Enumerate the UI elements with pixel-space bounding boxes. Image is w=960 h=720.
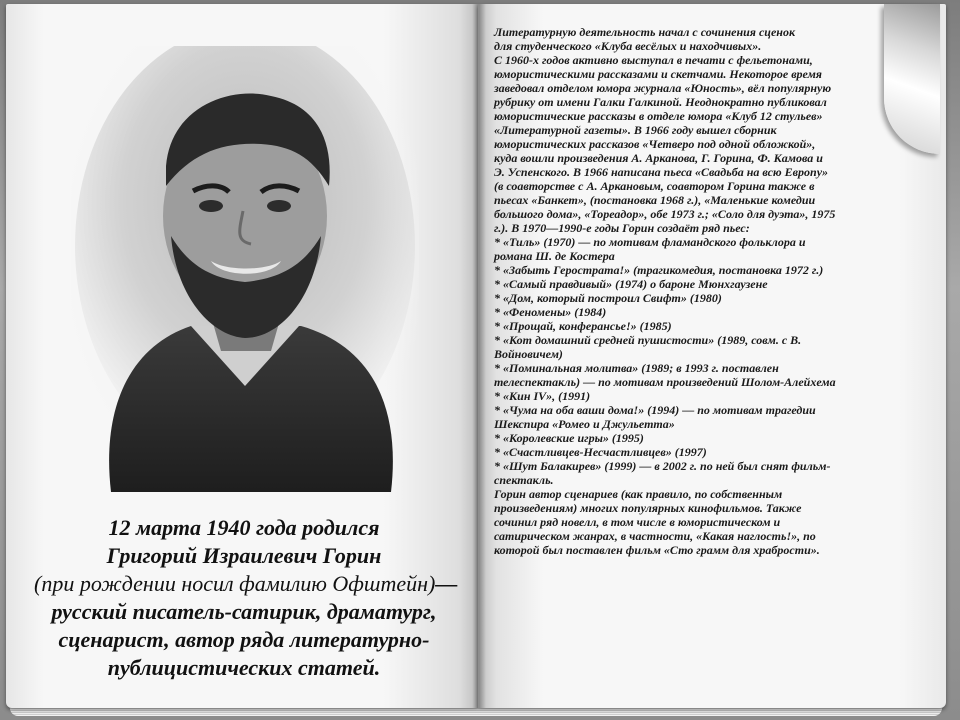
- biography-line: * «Самый правдивый» (1974) о бароне Мюнхгаузене: [494, 277, 768, 291]
- caption-date-line: 12 марта 1940 года родился: [108, 515, 380, 540]
- biography-line: сочинил ряд новелл, в том числе в юмористическом и: [494, 515, 781, 529]
- biography-line: * «Дом, который построил Свифт» (1980): [494, 291, 722, 305]
- biography-line: Войновичем): [494, 347, 563, 361]
- caption-profession-line-1: русский писатель-сатирик, драматург,: [51, 599, 437, 624]
- biography-text: [494, 25, 930, 557]
- biography-line: * «Чума на оба ваши дома!» (1994) — по мотивам трагедии: [494, 403, 816, 417]
- biography-line: большого дома», «Тореадор», обе 1973 г.; «Соло для дуэта», 1975: [494, 207, 836, 221]
- biography-line: Горин автор сценариев (как правило, по собственным: [494, 487, 783, 501]
- page-stack-right: [478, 708, 942, 716]
- biography-line: Э. Успенского. В 1966 написана пьеса «Свадьба на всю Европу»: [494, 165, 829, 179]
- biography-line: г.). В 1970—1990-е годы Горин создаёт ряд пьес:: [494, 221, 750, 235]
- caption-name-line: Григорий Израилевич Горин: [106, 543, 382, 568]
- caption-dash: —: [435, 571, 458, 596]
- biography-line: Литературную деятельность начал с сочинения сценок: [494, 25, 796, 39]
- caption-profession-line-3: публицистических статей.: [107, 655, 381, 680]
- biography-line: * «Шут Балакирев» (1999) — в 2002 г. по ней был снят фильм-: [494, 459, 831, 473]
- biography-line: заведовал отделом юмора журнала «Юность», вёл популярную: [494, 81, 832, 95]
- biography-line: * «Тиль» (1970) — по мотивам фламандского фольклора и: [494, 235, 806, 249]
- biography-line: сатирическом жанрах, в частности, «Какая наглость!», по: [494, 529, 816, 543]
- caption-birth-name-note: (при рождении носил фамилию Офштейн): [34, 571, 436, 596]
- biography-line: * «Кин IV», (1991): [494, 389, 591, 403]
- biography-line: куда вошли произведения А. Арканова, Г. Горина, Ф. Камова и: [494, 151, 823, 165]
- left-page: [6, 4, 478, 708]
- biography-line: произведениям) многих популярных кинофильмов. Также: [494, 501, 802, 515]
- biography-line: «Литературной газеты». В 1966 году вышел сборник: [494, 123, 777, 137]
- biography-line: пьесах «Банкет», (постановка 1968 г.), «Маленькие комедии: [494, 193, 816, 207]
- biography-line: * «Королевские игры» (1995): [494, 431, 644, 445]
- biography-line: юмористические рассказы в отделе юмора «Клуб 12 стульев»: [494, 109, 823, 123]
- biography-line: для студенческого «Клуба весёлых и находчивых».: [494, 39, 762, 53]
- biography-line: романа Ш. де Костера: [494, 249, 615, 263]
- biography-line: * «Счастливцев-Несчастливцев» (1997): [494, 445, 707, 459]
- biography-line: (в соавторстве с А. Аркановым, соавтором Горина также в: [494, 179, 815, 193]
- biography-line: юмористическими рассказами и скетчами. Некоторое время: [494, 67, 822, 81]
- portrait-photo: [71, 46, 419, 492]
- biography-line: * «Поминальная молитва» (1989; в 1993 г. поставлен: [494, 361, 779, 375]
- biography-caption: [34, 514, 458, 682]
- biography-line: телеспектакль) — по мотивам произведений Шолом-Алейхема: [494, 375, 836, 389]
- biography-line: С 1960-х годов активно выступал в печати с фельетонами,: [494, 53, 813, 67]
- book-spine: [472, 4, 486, 708]
- biography-line: * «Кот домашний средней пушистости» (1989, совм. с В.: [494, 333, 802, 347]
- biography-line: рубрику от имени Галки Галкиной. Неоднократно публиковал: [494, 95, 827, 109]
- portrait-image: [71, 46, 419, 492]
- page-stack-left: [10, 708, 478, 716]
- biography-line: * «Прощай, конферансье!» (1985): [494, 319, 672, 333]
- biography-line: юмористических рассказов «Четверо под одной обложкой»,: [494, 137, 816, 151]
- biography-line: Шекспира «Ромео и Джульетта»: [494, 417, 675, 431]
- biography-line: спектакль.: [494, 473, 554, 487]
- open-book: [6, 4, 954, 716]
- biography-line: * «Феномены» (1984): [494, 305, 607, 319]
- biography-line: которой был поставлен фильм «Сто грамм для храбрости».: [494, 543, 820, 557]
- caption-profession-line-2: сценарист, автор ряда литературно-: [58, 627, 430, 652]
- biography-line: * «Забыть Герострата!» (трагикомедия, постановка 1972 г.): [494, 263, 824, 277]
